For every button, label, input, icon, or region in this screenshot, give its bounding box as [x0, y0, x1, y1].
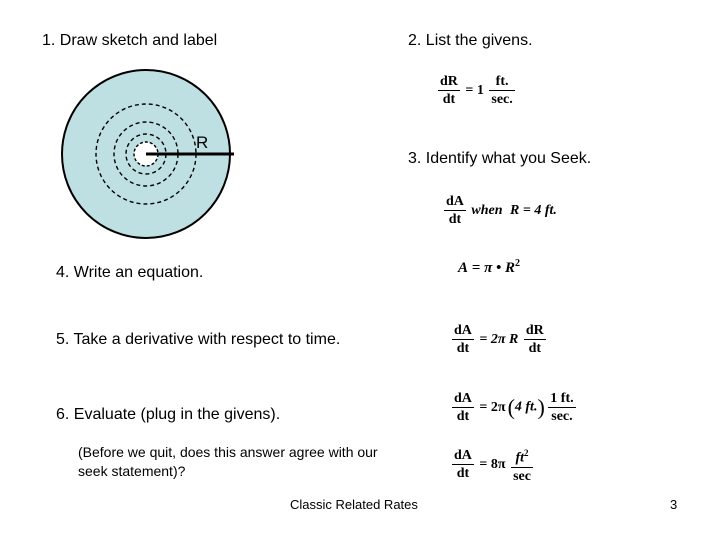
equals-one: = 1	[465, 82, 484, 98]
fraction-numerator: 1 ft.	[550, 391, 574, 406]
da-dt-fraction	[452, 390, 474, 425]
step-5-take-derivative: 5. Take a derivative with respect to time.	[56, 331, 341, 348]
when-word: when	[471, 202, 503, 218]
answer-middle: = 8π	[479, 456, 506, 472]
fraction-denominator: dt	[456, 466, 470, 482]
fraction-denominator: dt	[456, 409, 470, 424]
evaluate-inner: 4 ft.	[514, 399, 538, 415]
answer-equation	[452, 445, 533, 485]
fraction-numerator: dR	[525, 323, 544, 338]
seek-equation	[444, 193, 559, 228]
footer-title: Classic Related Rates	[290, 497, 418, 512]
open-paren: (	[507, 394, 515, 420]
area-exponent: 2	[515, 258, 521, 269]
fraction-numerator: ft.	[495, 74, 509, 89]
dr-dt-fraction	[524, 322, 546, 357]
da-dt-fraction	[452, 322, 474, 357]
step-3-identify-seek: 3. Identify what you Seek.	[408, 150, 592, 167]
fraction-numerator: dA	[454, 323, 472, 338]
evaluate-equation	[452, 390, 576, 425]
page-number: 3	[670, 497, 678, 512]
area-equation	[458, 258, 520, 277]
evaluate-middle: = 2π	[479, 399, 506, 415]
derivative-middle: = 2π R	[479, 331, 519, 347]
da-dt-fraction	[444, 193, 466, 228]
seek-check-note: (Before we quit, does this answer agree with our seek statement)?	[78, 444, 378, 479]
dr-dt-fraction	[438, 73, 460, 108]
step-1-draw-sketch: 1. Draw sketch and label	[42, 32, 218, 49]
when-condition: R = 4 ft.	[510, 202, 557, 218]
fraction-denominator: sec	[513, 468, 531, 484]
fraction-numerator: dR	[440, 74, 458, 89]
givens-equation	[438, 73, 515, 108]
fraction-denominator: dt	[456, 341, 470, 356]
area-lhs: A	[458, 260, 469, 276]
fraction-numerator: dA	[454, 391, 472, 406]
fraction-denominator: sec.	[491, 92, 513, 107]
unit-fraction	[489, 73, 514, 108]
step-2-list-givens: 2. List the givens.	[408, 32, 533, 49]
fraction-denominator: dt	[528, 341, 542, 356]
unit-fraction	[511, 445, 533, 485]
step-6-evaluate: 6. Evaluate (plug in the givens).	[56, 406, 281, 423]
fraction-denominator: dt	[442, 92, 456, 107]
radius-label: R	[196, 133, 209, 152]
area-rhs: = π • R	[471, 260, 516, 276]
da-dt-fraction	[452, 447, 474, 482]
fraction-denominator: sec.	[551, 409, 573, 424]
fraction-numerator: dA	[454, 448, 472, 464]
circle-sketch	[30, 38, 270, 278]
step-4-write-equation: 4. Write an equation.	[56, 264, 204, 281]
fraction-numerator: dA	[446, 194, 464, 209]
fraction-denominator: dt	[448, 212, 462, 227]
fraction-numerator: $ft^2$	[515, 448, 529, 466]
derivative-equation	[452, 322, 546, 357]
unit-fraction	[548, 390, 575, 425]
close-paren: )	[537, 394, 545, 420]
